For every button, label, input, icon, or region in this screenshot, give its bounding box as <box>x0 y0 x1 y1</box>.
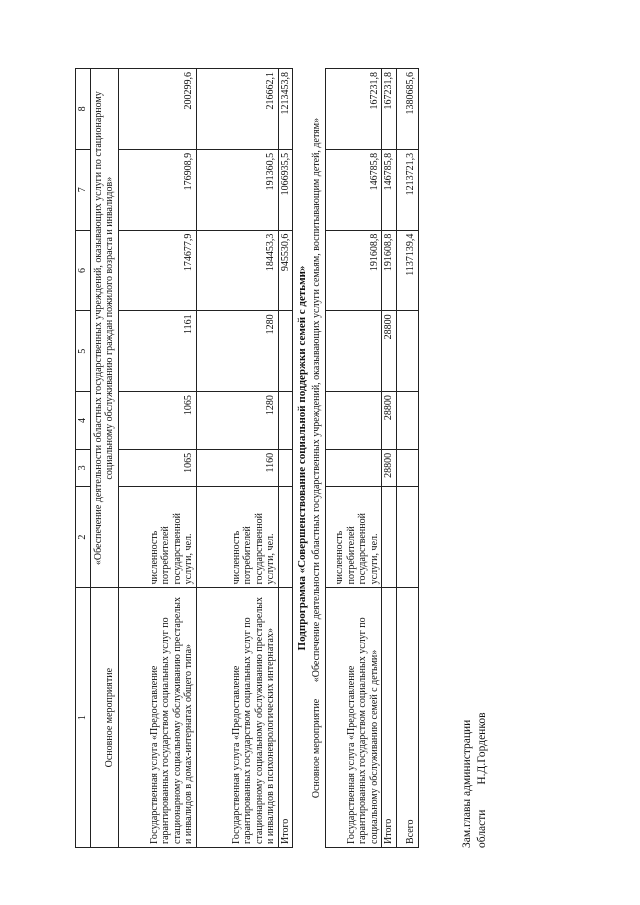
value-cell: 1280 <box>196 311 278 392</box>
value-cell: 200299,6 <box>118 69 196 150</box>
table-row <box>326 69 382 848</box>
value-cell: 176908,9 <box>118 149 196 230</box>
value-cell <box>326 311 382 392</box>
value-cell: 174677,9 <box>118 230 196 311</box>
measure-label: Основное мероприятие <box>90 588 118 848</box>
value-cell: 1380685,6 <box>396 69 418 150</box>
value-cell: 1137139,4 <box>396 230 418 311</box>
table-row <box>196 69 278 848</box>
header-cell: 7 <box>76 149 91 230</box>
measure-text: «Обеспечение деятельности областных государственных учреждений, оказывающих услуги по стационарному социальному обслуживанию граждан пожилого возраста и инвалидов» <box>90 69 118 588</box>
value-cell: 1160 <box>196 449 278 486</box>
value-cell <box>326 392 382 450</box>
header-row <box>76 69 91 848</box>
signature-org: области <box>475 809 488 848</box>
indicator-cell: численность потребителей государственной услуги, чел. <box>118 486 196 588</box>
value-cell: 146785,8 <box>382 149 397 230</box>
measure2-line <box>311 88 325 848</box>
empty-cell <box>278 449 293 486</box>
value-cell: 28800 <box>382 449 397 486</box>
empty-cell <box>396 392 418 450</box>
value-cell: 184453,3 <box>196 230 278 311</box>
signature-line1: Зам.главы администрации <box>461 719 473 848</box>
value-cell: 216662,1 <box>196 69 278 150</box>
budget-table-2 <box>325 68 419 848</box>
value-cell: 945530,6 <box>278 230 293 311</box>
empty-cell <box>382 486 397 588</box>
rotated-document <box>75 68 495 848</box>
grand-total-row <box>396 69 418 848</box>
value-cell: 28800 <box>382 392 397 450</box>
empty-cell <box>278 311 293 392</box>
total-row <box>278 69 293 848</box>
indicator-cell: численность потребителей государственной услуги, чел. <box>196 486 278 588</box>
value-cell: 1065 <box>118 392 196 450</box>
total-row <box>382 69 397 848</box>
subprogram-title: Подпрограмма «Совершенствование социальной поддержки семей с детьми» <box>296 265 308 651</box>
table-row <box>118 69 196 848</box>
service-name: Государственная услуга «Предоставление гарантированных государством социальных услуг по стационарному социальному обслуживанию престарелых и инвалидов в домах-интернатах общего типа» <box>118 588 196 848</box>
header-cell: 4 <box>76 392 91 450</box>
service-name: Государственная услуга «Предоставление гарантированных государством социальных услуг по стационарному социальному обслуживанию престарелых и инвалидов в психоневрологических интернатах» <box>196 588 278 848</box>
empty-cell <box>278 392 293 450</box>
value-cell: 191608,8 <box>382 230 397 311</box>
value-cell: 1213453,8 <box>278 69 293 150</box>
measure2-label: Основное мероприятие <box>311 698 322 799</box>
signature-block <box>460 712 490 848</box>
value-cell: 167231,8 <box>382 69 397 150</box>
header-cell: 8 <box>76 69 91 150</box>
service-name: Государственная услуга «Предоставление гарантированных государством социальных услуг по социальному обслуживанию семей с детьми» <box>326 588 382 848</box>
total-label: Итого <box>278 588 293 848</box>
header-cell: 2 <box>76 486 91 588</box>
value-cell: 146785,8 <box>326 149 382 230</box>
empty-cell <box>278 486 293 588</box>
signature-line2 <box>475 712 490 848</box>
signature-name: Н.Д.Горденков <box>475 712 488 785</box>
value-cell: 1161 <box>118 311 196 392</box>
value-cell: 1065 <box>118 449 196 486</box>
value-cell <box>326 449 382 486</box>
header-cell: 6 <box>76 230 91 311</box>
value-cell: 28800 <box>382 311 397 392</box>
header-cell: 5 <box>76 311 91 392</box>
total-label: Итого <box>382 588 397 848</box>
budget-table <box>75 68 293 848</box>
header-cell: 1 <box>76 588 91 848</box>
value-cell: 191360,5 <box>196 149 278 230</box>
value-cell: 191608,8 <box>326 230 382 311</box>
empty-cell <box>396 311 418 392</box>
value-cell: 1280 <box>196 392 278 450</box>
grand-total-label: Всего <box>396 588 418 848</box>
header-cell: 3 <box>76 449 91 486</box>
empty-cell <box>396 486 418 588</box>
measure-row <box>90 69 118 848</box>
indicator-cell: численность потребителей государственной услуги, чел. <box>326 486 382 588</box>
value-cell: 167231,8 <box>326 69 382 150</box>
measure2-text: «Обеспечение деятельности областных государственных учреждений, оказывающих услуги семьям, воспитывающим детей, детям» <box>311 117 322 683</box>
empty-cell <box>396 449 418 486</box>
value-cell: 1066935,5 <box>278 149 293 230</box>
value-cell: 1213721,3 <box>396 149 418 230</box>
